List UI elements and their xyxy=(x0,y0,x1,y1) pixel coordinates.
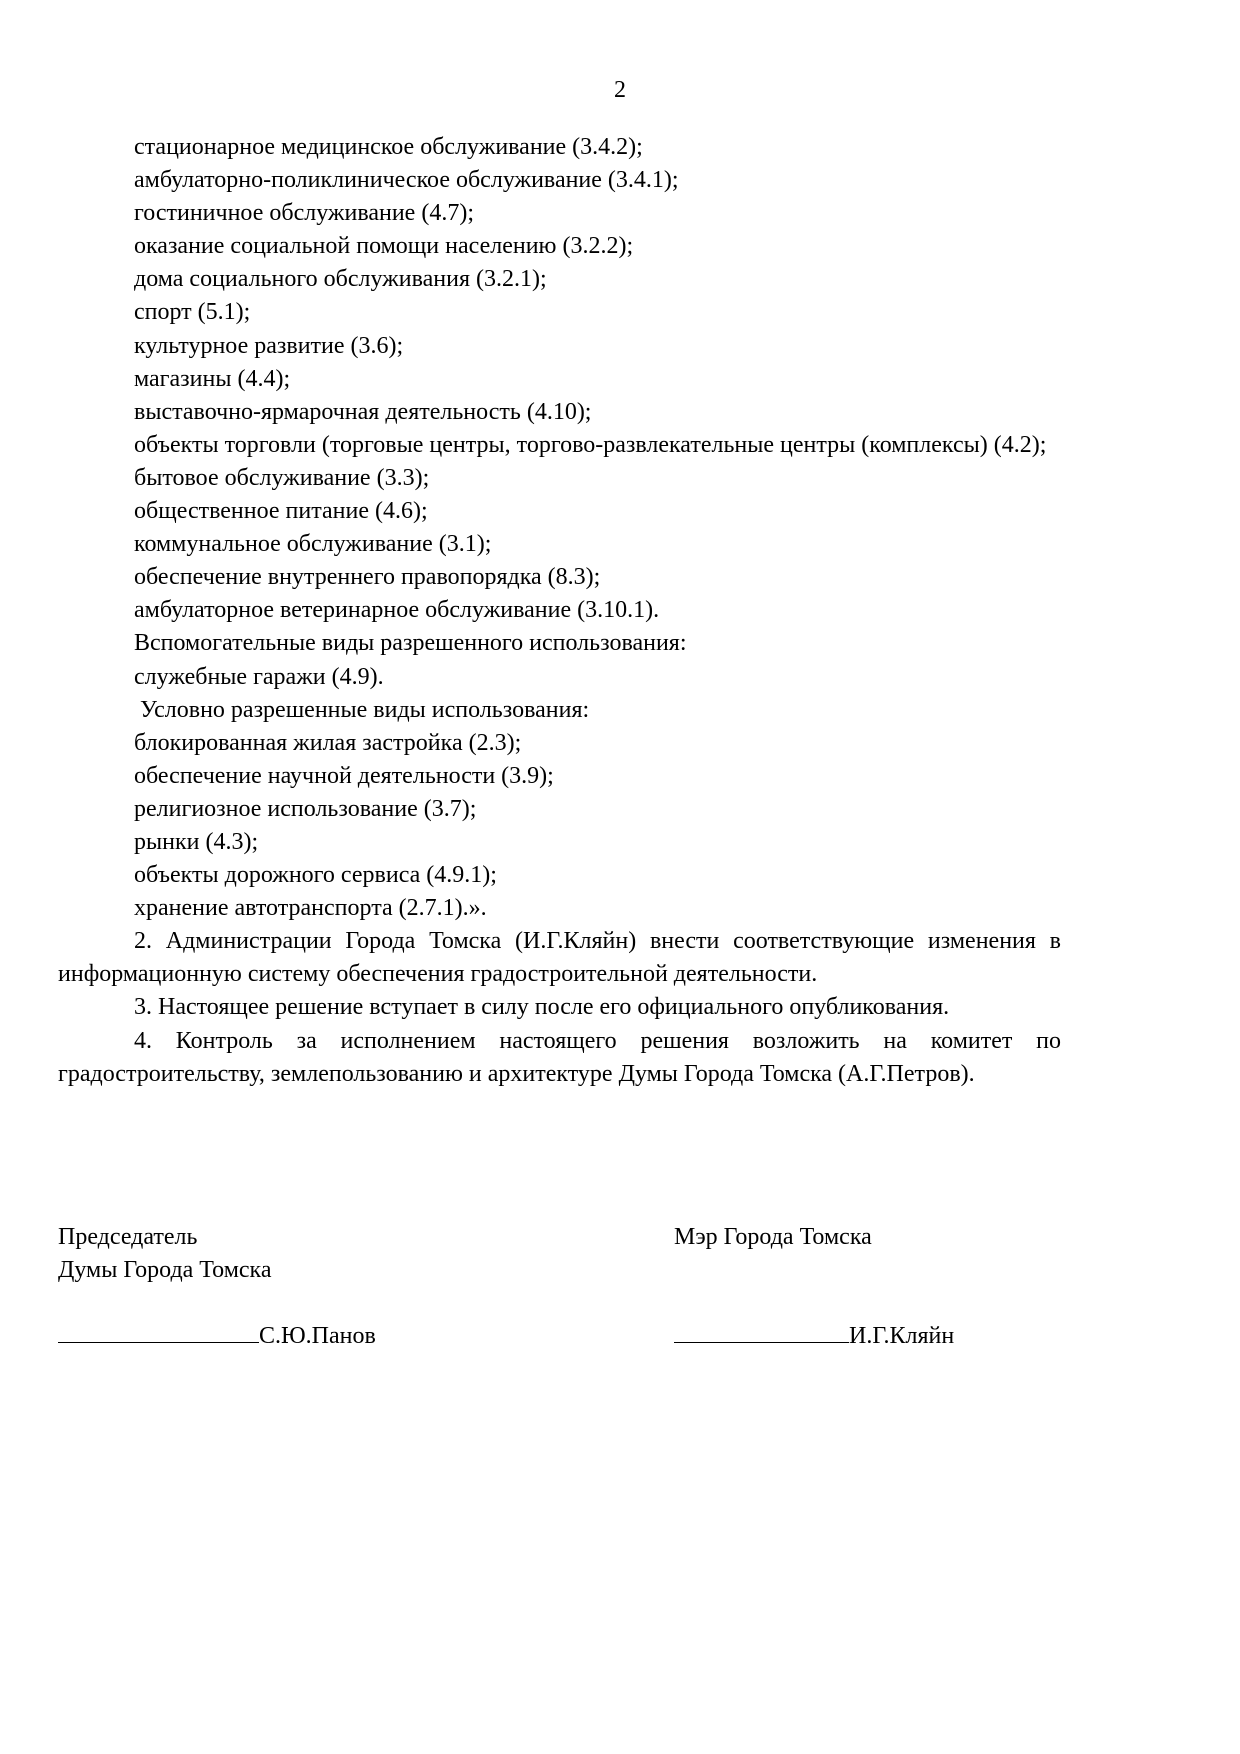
signature-line xyxy=(674,1320,849,1343)
list-item: объекты торговли (торговые центры, торгово-развлекательные центры (комплексы) (4.2); xyxy=(134,431,1047,458)
right-signatory-name: И.Г.Кляйн xyxy=(849,1323,955,1349)
list-item: бытовое обслуживание (3.3); xyxy=(134,464,430,491)
paragraph-3: 3. Настоящее решение вступает в силу после его официального опубликования. xyxy=(134,994,950,1021)
list-item: религиозное использование (3.7); xyxy=(134,795,477,822)
left-signatory-name: С.Ю.Панов xyxy=(259,1323,376,1349)
list-item: общественное питание (4.6); xyxy=(134,498,428,525)
list-item: рынки (4.3); xyxy=(134,828,259,855)
page-number: 2 xyxy=(614,77,626,103)
list-item: дома социального обслуживания (3.2.1); xyxy=(134,266,547,293)
paragraph-2: 2. Администрации Города Томска (И.Г.Кляйн) внести соответствующие изменения в информационную систему обеспечения градостроительной деятельности. xyxy=(58,928,1061,988)
signature-line xyxy=(58,1320,259,1343)
list-item: коммунальное обслуживание (3.1); xyxy=(134,531,492,558)
list-item: обеспечение научной деятельности (3.9); xyxy=(134,762,554,789)
list-item: магазины (4.4); xyxy=(134,365,291,392)
list-item: оказание социальной помощи населению (3.2.2); xyxy=(134,233,634,260)
paragraph-4: 4. Контроль за исполнением настоящего решения возложить на комитет по градостроительству, землепользованию и архитектуре Думы Города Томска (А.Г.Петров). xyxy=(58,1027,1061,1087)
list-item: амбулаторно-поликлиническое обслуживание (3.4.1); xyxy=(134,167,679,194)
list-item: объекты дорожного сервиса (4.9.1); xyxy=(134,862,497,889)
section-heading-auxiliary: Вспомогательные виды разрешенного использования: xyxy=(134,630,687,657)
document-body xyxy=(58,131,1061,1091)
left-title-line-1: Председатель xyxy=(58,1224,198,1250)
signature-right xyxy=(674,1320,954,1353)
section-heading-conditional: Условно разрешенные виды использования: xyxy=(140,696,590,723)
list-item: служебные гаражи (4.9). xyxy=(134,663,384,690)
signature-left xyxy=(58,1320,376,1353)
left-title-line-2: Думы Города Томска xyxy=(58,1257,272,1283)
list-item: спорт (5.1); xyxy=(134,299,251,326)
list-item: выставочно-ярмарочная деятельность (4.10); xyxy=(134,398,592,425)
list-item: обеспечение внутреннего правопорядка (8.3); xyxy=(134,564,601,591)
list-item: стационарное медицинское обслуживание (3.4.2); xyxy=(134,134,643,160)
signature-left-title xyxy=(58,1221,272,1287)
list-item: блокированная жилая застройка (2.3); xyxy=(134,729,522,756)
list-item: амбулаторное ветеринарное обслуживание (3.10.1). xyxy=(134,597,660,624)
list-item: культурное развитие (3.6); xyxy=(134,332,404,359)
list-item: гостиничное обслуживание (4.7); xyxy=(134,200,474,227)
right-title: Мэр Города Томска xyxy=(674,1224,872,1250)
list-item: хранение автотранспорта (2.7.1).». xyxy=(134,895,487,922)
